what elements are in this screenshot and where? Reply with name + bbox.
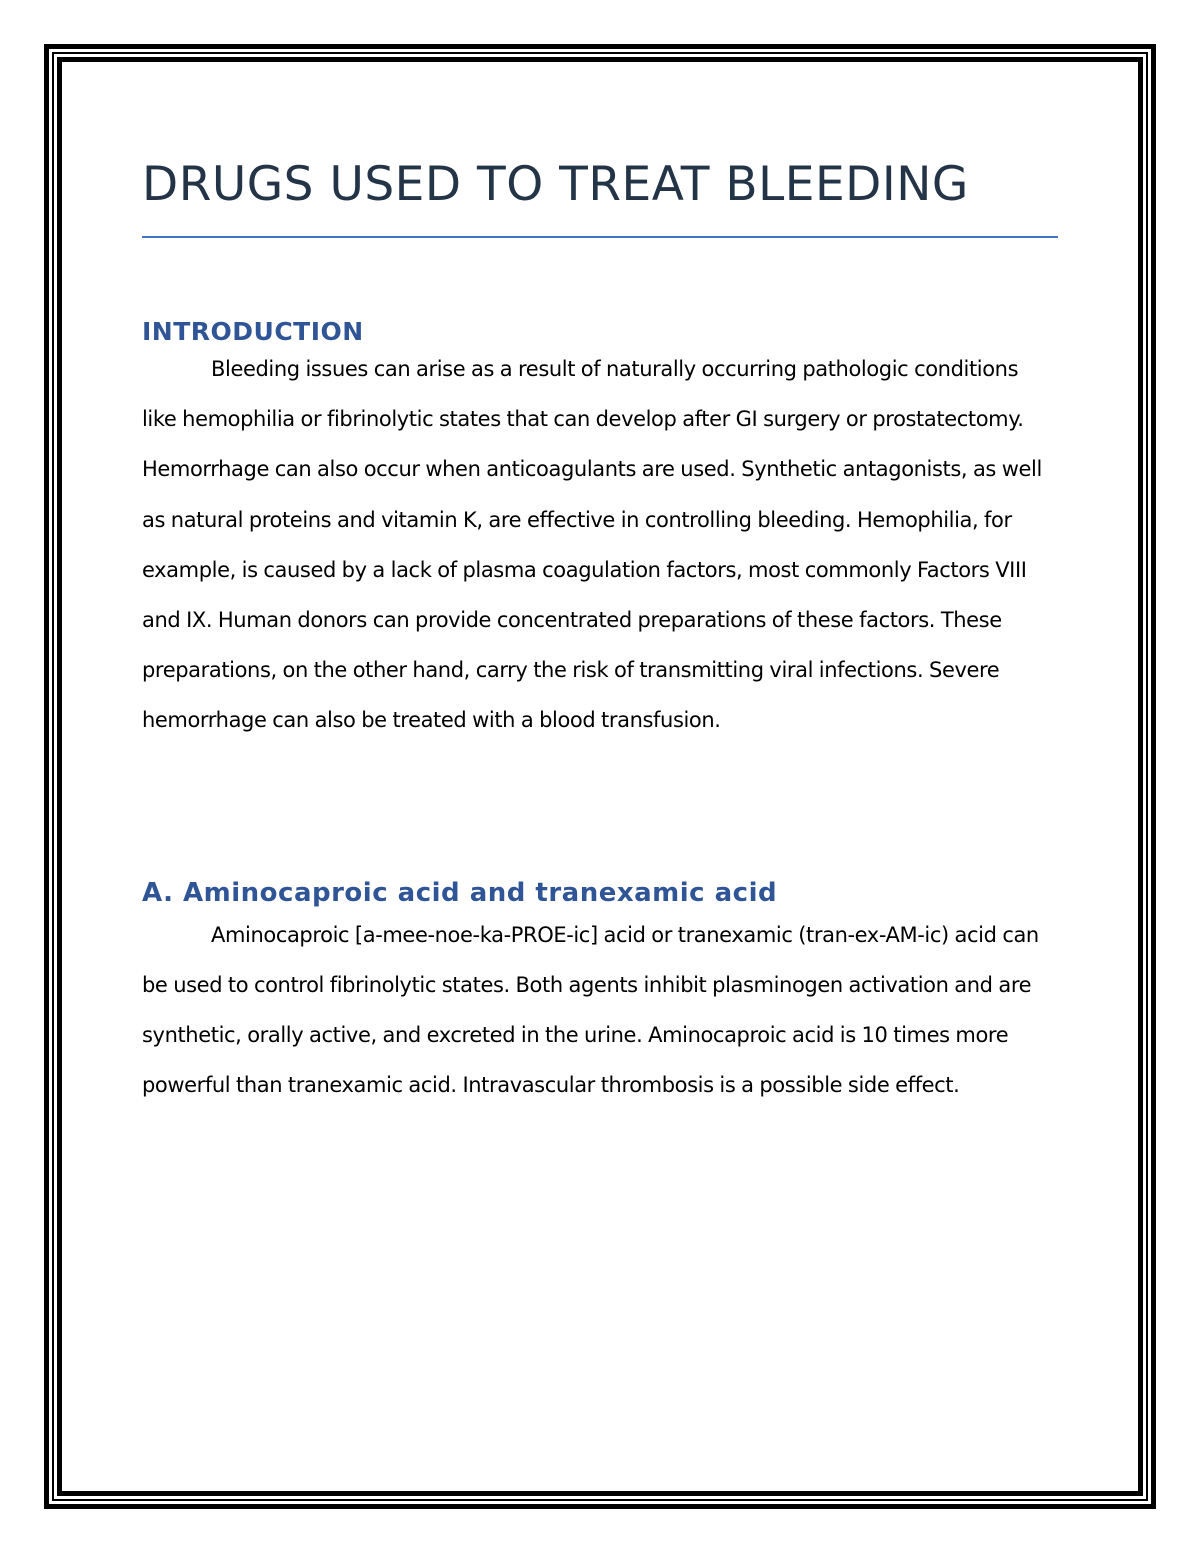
section-heading-introduction: INTRODUCTION (142, 317, 364, 346)
document-body (142, 140, 1058, 1110)
document-title: DRUGS USED TO TREAT BLEEDING (142, 157, 969, 212)
section-paragraph-aminocaproic: Aminocaproic [a-mee-noe-ka-PROE-ic] acid or tranexamic (tran-ex-AM-ic) acid can be used to control fibrinolytic states. Both agents inhibit plasminogen activation and are synthetic, orally active, and excreted in the urine. Aminocaproic acid is 10 times more powerful than tranexamic acid. Intravascular thrombosis is a possible side effect. (142, 922, 1039, 1098)
title-underline (142, 236, 1058, 238)
section-paragraph-introduction: Bleeding issues can arise as a result of naturally occurring pathologic conditions like hemophilia or fibrinolytic states that can develop after GI surgery or prostatectomy. Hemorrhage can also occur when anticoagulants are used. Synthetic antagonists, as well as natural proteins and vitamin K, are effective in controlling bleeding. Hemophilia, for example, is caused by a lack of plasma coagulation factors, most commonly Factors VIII and IX. Human donors can provide concentrated preparations of these factors. These preparations, on the other hand, carry the risk of transmitting viral infections. Severe hemorrhage can also be treated with a blood transfusion. (142, 357, 1042, 733)
section-heading-aminocaproic: A. Aminocaproic acid and tranexamic acid (142, 877, 778, 908)
